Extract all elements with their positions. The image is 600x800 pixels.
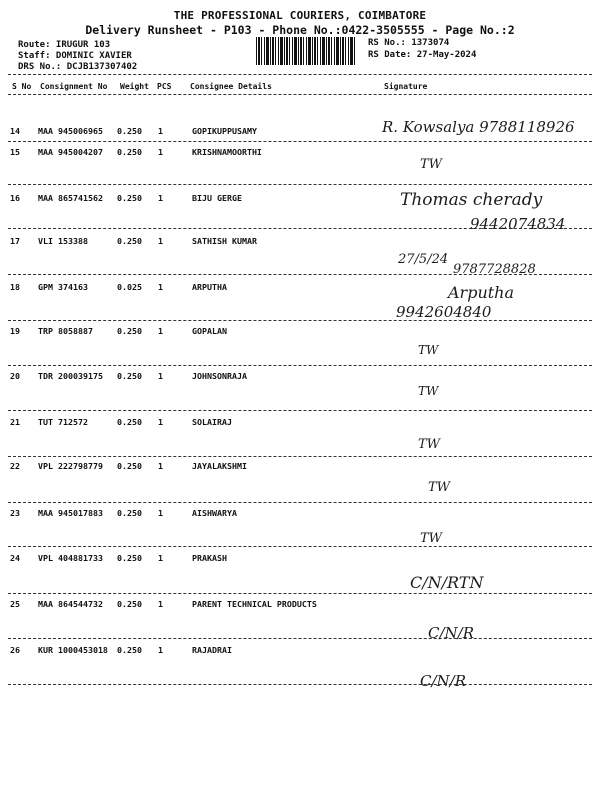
cell-consignee: PARENT TECHNICAL PRODUCTS <box>192 599 317 609</box>
row-divider <box>8 365 592 366</box>
signature-phone: 9787728828 <box>453 262 536 277</box>
column-header-sno: S No <box>12 82 32 91</box>
cell-consignment: KUR 1000453018 <box>38 645 108 655</box>
cell-sno: 24 <box>10 553 20 563</box>
cell-consignee: SOLAIRAJ <box>192 417 232 427</box>
cell-consignment: MAA 865741562 <box>38 193 103 203</box>
cell-weight: 0.025 <box>117 282 142 292</box>
cell-sno: 25 <box>10 599 20 609</box>
row-divider <box>8 684 592 685</box>
staff-label: Staff: DOMINIC XAVIER <box>18 51 132 61</box>
page-title: THE PROFESSIONAL COURIERS, COIMBATORE <box>173 9 427 22</box>
cell-weight: 0.250 <box>117 126 142 136</box>
cell-consignee: ARPUTHA <box>192 282 227 292</box>
cell-consignee: BIJU GERGE <box>192 193 242 203</box>
row-divider <box>8 320 592 321</box>
cell-weight: 0.250 <box>117 326 142 336</box>
column-header-consignment: Consignment No <box>40 82 108 91</box>
column-header-weight: Weight <box>120 82 149 91</box>
signature-cnr: C/N/R <box>420 672 467 690</box>
rs-date: RS Date: 27-May-2024 <box>368 50 477 60</box>
cell-pcs: 1 <box>158 417 163 427</box>
cell-consignee: GOPALAN <box>192 326 227 336</box>
cell-consignee: GOPIKUPPUSAMY <box>192 126 257 136</box>
cell-consignment: VPL 222798779 <box>38 461 103 471</box>
row-divider <box>8 184 592 185</box>
cell-pcs: 1 <box>158 553 163 563</box>
signature-tw: TW <box>420 157 443 172</box>
cell-consignee: PRAKASH <box>192 553 227 563</box>
cell-pcs: 1 <box>158 599 163 609</box>
runsheet-subtitle: Delivery Runsheet - P103 - Phone No.:0422-3505555 - Page No.:2 <box>85 23 515 37</box>
table-row <box>0 461 600 507</box>
cell-sno: 19 <box>10 326 20 336</box>
cell-sno: 15 <box>10 147 20 157</box>
column-header-consignee: Consignee Details <box>190 82 272 91</box>
row-divider <box>8 502 592 503</box>
cell-weight: 0.250 <box>117 417 142 427</box>
cell-sno: 16 <box>10 193 20 203</box>
cell-weight: 0.250 <box>117 553 142 563</box>
cell-consignment: MAA 945006965 <box>38 126 103 136</box>
row-divider <box>8 638 592 639</box>
header-divider-bottom <box>8 94 592 95</box>
cell-weight: 0.250 <box>117 599 142 609</box>
cell-sno: 20 <box>10 371 20 381</box>
cell-sno: 17 <box>10 236 20 246</box>
cell-pcs: 1 <box>158 126 163 136</box>
route-label: Route: IRUGUR 103 <box>18 40 111 50</box>
cell-consignee: AISHWARYA <box>192 508 237 518</box>
row-divider <box>8 456 592 457</box>
cell-sno: 26 <box>10 645 20 655</box>
cell-pcs: 1 <box>158 645 163 655</box>
signature-tw: TW <box>418 343 439 357</box>
cell-consignment: TRP 8058887 <box>38 326 93 336</box>
header-divider-top <box>8 74 592 75</box>
cell-consignee: RAJADRAI <box>192 645 232 655</box>
signature-tw: TW <box>420 531 443 546</box>
signature-tw: TW <box>418 384 439 398</box>
signature-tw: TW <box>428 480 451 495</box>
cell-consignee: KRISHNAMOORTHI <box>192 147 262 157</box>
cell-sno: 14 <box>10 126 20 136</box>
cell-pcs: 1 <box>158 147 163 157</box>
row-divider <box>8 410 592 411</box>
cell-consignee: JAYALAKSHMI <box>192 461 247 471</box>
signature-phone: 9442074834 <box>470 215 566 233</box>
row-divider <box>8 141 592 142</box>
cell-pcs: 1 <box>158 371 163 381</box>
rs-number: RS No.: 1373074 <box>368 38 450 48</box>
cell-consignment: MAA 945017883 <box>38 508 103 518</box>
cell-consignment: MAA 864544732 <box>38 599 103 609</box>
cell-pcs: 1 <box>158 236 163 246</box>
column-header-pcs: PCS <box>157 82 172 91</box>
signature-rtn: C/N/RTN <box>410 573 484 592</box>
cell-consignment: VPL 404881733 <box>38 553 103 563</box>
cell-consignment: GPM 374163 <box>38 282 88 292</box>
cell-weight: 0.250 <box>117 508 142 518</box>
cell-weight: 0.250 <box>117 147 142 157</box>
cell-weight: 0.250 <box>117 236 142 246</box>
cell-sno: 18 <box>10 282 20 292</box>
cell-weight: 0.250 <box>117 193 142 203</box>
cell-consignee: JOHNSONRAJA <box>192 371 247 381</box>
cell-sno: 23 <box>10 508 20 518</box>
cell-sno: 21 <box>10 417 20 427</box>
cell-pcs: 1 <box>158 508 163 518</box>
cell-pcs: 1 <box>158 282 163 292</box>
cell-consignee: SATHISH KUMAR <box>192 236 257 246</box>
cell-weight: 0.250 <box>117 645 142 655</box>
cell-consignment: TUT 712572 <box>38 417 88 427</box>
cell-weight: 0.250 <box>117 371 142 381</box>
cell-pcs: 1 <box>158 326 163 336</box>
cell-sno: 22 <box>10 461 20 471</box>
cell-consignment: TDR 200039175 <box>38 371 103 381</box>
row-divider <box>8 593 592 594</box>
row-divider <box>8 546 592 547</box>
drs-number: DRS No.: DCJB137307402 <box>18 62 138 72</box>
signature-tw: TW <box>418 437 441 452</box>
signature-arputha: Arputha <box>448 283 515 302</box>
table-row <box>0 147 600 193</box>
barcode-image <box>256 37 356 65</box>
table-row <box>0 508 600 554</box>
cell-pcs: 1 <box>158 193 163 203</box>
cell-pcs: 1 <box>158 461 163 471</box>
cell-consignment: MAA 945004207 <box>38 147 103 157</box>
signature-phone: 9942604840 <box>396 303 492 321</box>
signature-cnr: C/N/R <box>428 624 475 642</box>
signature-thomas: Thomas cherady <box>400 190 543 210</box>
signature-kowsalya: R. Kowsalya 9788118926 <box>382 118 575 136</box>
column-header-signature: Signature <box>384 82 428 91</box>
cell-weight: 0.250 <box>117 461 142 471</box>
signature-date: 27/5/24 <box>398 252 449 267</box>
cell-consignment: VLI 153388 <box>38 236 88 246</box>
